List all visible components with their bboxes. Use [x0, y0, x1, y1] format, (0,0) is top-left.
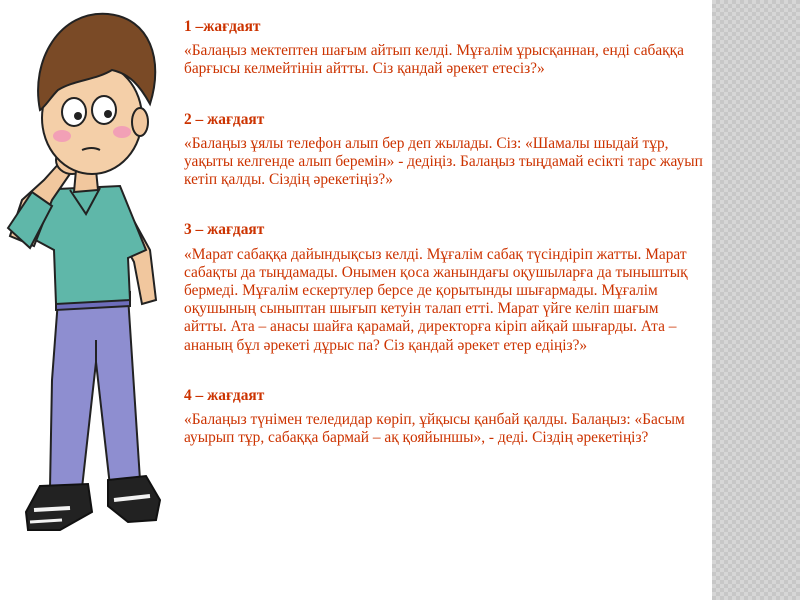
situation-3-heading: 3 – жағдаят	[184, 221, 265, 239]
situation-3-text: «Марат сабаққа дайындықсыз келді. Мұғалім сабақ түсіндіріп жатты. Марат сабақты да тыңдамады. Онымен қоса жанындағы оқушыларға да тыныштық бермеді. Мұғалім ескертулер берсе де қорытынды шығармады. Мұғалім оқушының сыныптан шығып кетуін талап етті. Марат үйге келіп шағым айтты. Ата – анасы шайға қарамай, директорға кіріп айқай шығарды. Ата – ананың бұл әрекеті дұрыс па? Сіз қандай әрекет етер едіңіз?»	[184, 245, 688, 354]
situation-4-heading: 4 – жағдаят	[184, 386, 265, 404]
situation-1-heading: 1 –жағдаят	[184, 18, 261, 35]
situation-2-text: «Балаңыз ұялы телефон алып бер деп жылады. Сіз: «Шамалы шыдай тұр, уақыты келгенде алып беремін» - дедіңіз. Балаңыз тыңдамай есікті тарс жауып кетіп қалды. Сіздің әрекетіңіз?»	[184, 134, 703, 189]
situations-text	[184, 18, 704, 447]
situation-4-text: «Балаңыз түнімен теледидар көріп, ұйқысы қанбай қалды. Балаңыз: «Басым ауырып тұр, сабаққа бармай – ақ қояйыншы», - деді. Сіздің әрекетіңіз?	[184, 411, 685, 447]
situation-2-heading: 2 – жағдаят	[184, 110, 265, 128]
situation-1-text: «Балаңыз мектептен шағым айтып келді. Мұғалім ұрысқаннан, енді сабаққа барғысы келмейтінін айтты. Сіз қандай әрекет етесіз?»	[184, 42, 684, 78]
decorative-side-stripe	[712, 0, 800, 600]
thinking-boy-illustration	[0, 0, 180, 560]
